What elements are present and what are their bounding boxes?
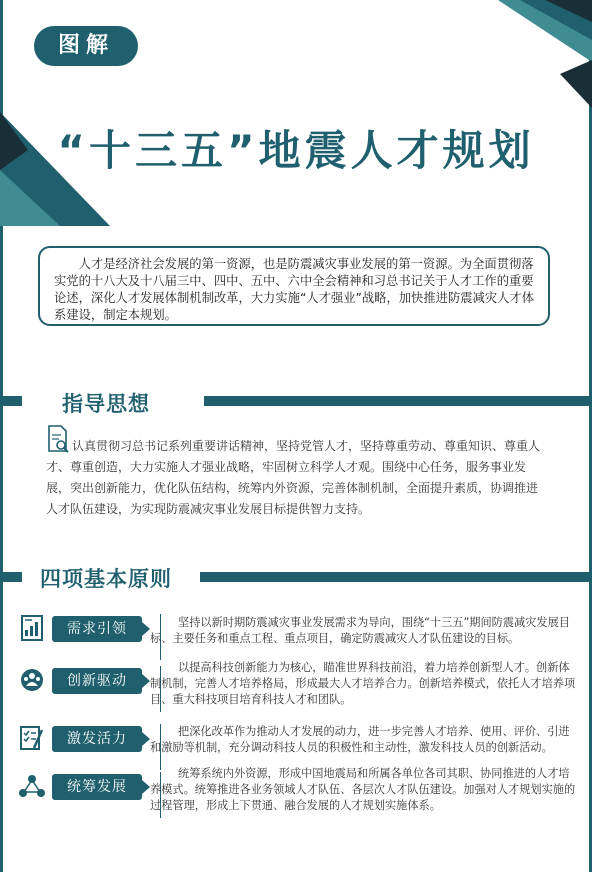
globe-people-icon [18, 666, 46, 694]
section-title-guide: 指导思想 [62, 392, 150, 416]
principle-text: 统筹系统内外资源，形成中国地震局和所属各单位各司其职、协同推进的人才培养模式。统筹推进各业务领域人才队伍、各层次人才队伍建设。加强对人才规划实施的过程管理，形成上下贯通、融合发展的人才规划实施体系。 [150, 767, 576, 812]
clipboard-chart-icon [18, 614, 46, 642]
category-badge: 图解 [34, 26, 138, 66]
arrow-icon [142, 780, 150, 794]
principle-label: 激发活力 [52, 726, 142, 752]
section-title-principles: 四项基本原则 [40, 567, 172, 591]
arrow-icon [142, 674, 150, 688]
principle-label: 统筹发展 [52, 774, 142, 800]
principle-text: 把深化改革作为推动人才发展的动力，进一步完善人才培养、使用、评价、引进和激励等机制，充分调动科技人员的积极性和主动性，激发科技人员的创新活动。 [150, 725, 570, 754]
principle-item [18, 766, 578, 822]
guide-paragraph: 认真贯彻习总书记系列重要讲话精神，坚持党管人才，坚持尊重劳动、尊重知识、尊重人才、尊重创造，大力实施人才强业战略，牢固树立科学人才观。围绕中心任务，服务事业发展，突出创新能力，优化队伍结构，统筹内外资源，完善体制机制，全面提升素质，协调推进人才队伍建设，为实现防震减灾事业发展目标提供智力支持。 [46, 439, 541, 516]
arrow-icon [142, 622, 150, 636]
arrow-icon [142, 732, 150, 746]
principle-item [18, 660, 578, 716]
network-people-icon [18, 772, 46, 800]
intro-paragraph: 人才是经济社会发展的第一资源，也是防震减灾事业发展的第一资源。为全面贯彻落实党的十八大及十八届三中、四中、五中、六中全会精神和习总书记关于人才工作的重要论述，深化人才发展体制机制改革，大力实施“人才强业”战略，加快推进防震减灾人才体系建设，制定本规划。 [38, 246, 550, 326]
checklist-pen-icon [18, 724, 46, 752]
page-title: “十三五”地震人才规划 [57, 126, 535, 175]
principle-text: 以提高科技创新能力为核心，瞄准世界科技前沿，着力培养创新型人才。创新体制机制，完善人才培养格局，形成最大人才培养合力。创新培养模式，依托人才培养项目、重大科技项目培育科技人才和团队。 [150, 661, 576, 706]
principle-label: 需求引领 [52, 616, 142, 642]
section-bar-left [0, 572, 22, 582]
principle-label: 创新驱动 [52, 668, 142, 694]
principle-item [18, 608, 578, 664]
section-bar-right [200, 572, 592, 582]
section-bar-left [0, 396, 22, 406]
section-bar-right [204, 396, 592, 406]
principle-text: 坚持以新时期防震减灾事业发展需求为导向，围绕“十三五”期间防震减灾发展目标、主要任务和重点工程、重点项目，确定防震减灾人才队伍建设的目标。 [150, 616, 570, 645]
